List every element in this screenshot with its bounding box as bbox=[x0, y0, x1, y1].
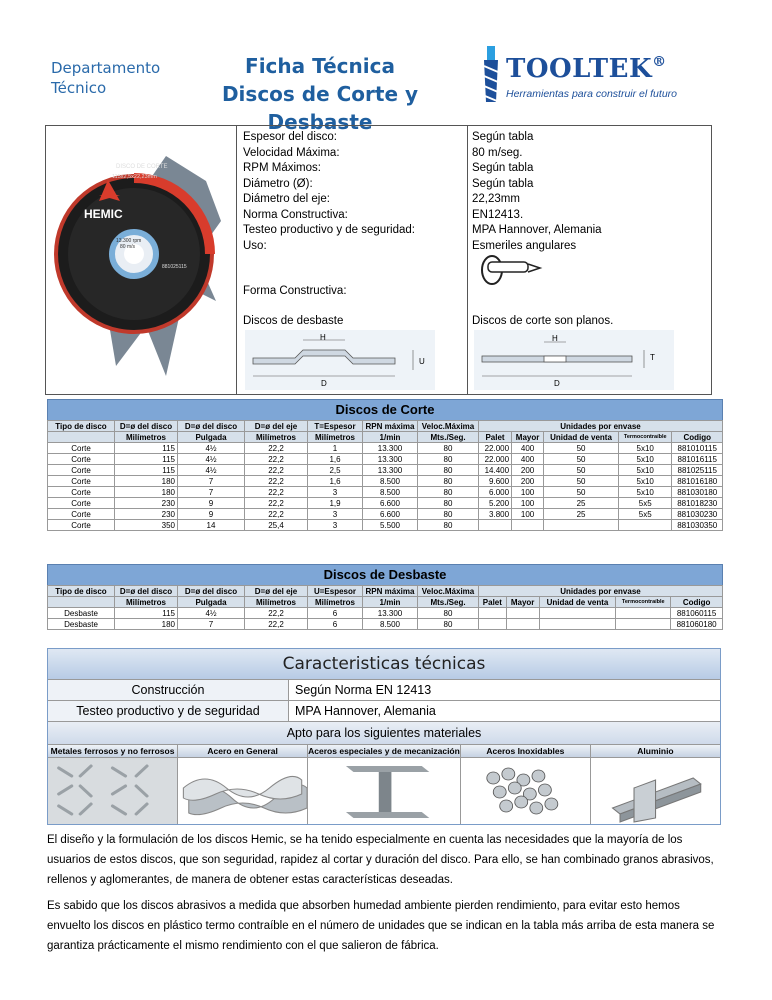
table-cell: 3.800 bbox=[479, 509, 512, 520]
table-cell: 881060180 bbox=[671, 619, 723, 630]
table-cell: Corte bbox=[48, 443, 115, 454]
column-subheader: Palet bbox=[479, 597, 507, 608]
caracteristicas-panel bbox=[47, 648, 721, 825]
tooltek-logo bbox=[478, 44, 677, 106]
table-cell: 5x10 bbox=[618, 476, 671, 487]
table-cell: 80 bbox=[418, 509, 479, 520]
spec-value: 80 m/seg. bbox=[472, 146, 523, 159]
table-cell bbox=[544, 520, 619, 531]
column-header: Tipo de disco bbox=[48, 586, 115, 597]
table-cell: 5x10 bbox=[618, 487, 671, 498]
table-row bbox=[48, 476, 723, 487]
steel-sheets-image bbox=[178, 758, 307, 824]
table-cell: 4½ bbox=[178, 443, 245, 454]
table-cell: 881016180 bbox=[672, 476, 723, 487]
column-subheader: Milímetros bbox=[308, 432, 363, 443]
disc-brand-text: HEMIC bbox=[84, 207, 123, 221]
table-cell: 14.400 bbox=[479, 465, 512, 476]
table-cell: 5x10 bbox=[618, 465, 671, 476]
table-cell: 5x5 bbox=[618, 498, 671, 509]
table-cell: 80 bbox=[418, 619, 479, 630]
corte-h-label: H bbox=[552, 334, 558, 343]
material-acero-general bbox=[178, 745, 308, 824]
column-header: Veloc.Máxima bbox=[418, 421, 479, 432]
table-cell: 100 bbox=[512, 498, 544, 509]
table-cell: 80 bbox=[418, 465, 479, 476]
column-subheader: Palet bbox=[479, 432, 512, 443]
column-subheader: Milímetros bbox=[245, 597, 308, 608]
corte-shape-label: Discos de corte son planos. bbox=[472, 315, 614, 327]
column-header: RPN máxima bbox=[363, 421, 418, 432]
column-subheader bbox=[48, 432, 115, 443]
column-subheader: Codigo bbox=[671, 597, 723, 608]
column-subheader: Unidad de venta bbox=[539, 597, 616, 608]
column-header: D=ø del disco bbox=[178, 421, 245, 432]
product-photo-cell bbox=[46, 126, 237, 394]
corte-t-label: T bbox=[650, 353, 655, 362]
department-line-1: Departamento bbox=[51, 59, 161, 77]
table-cell: 80 bbox=[418, 476, 479, 487]
table-cell: 13.300 bbox=[363, 454, 418, 465]
column-header: Tipo de disco bbox=[48, 421, 115, 432]
table-cell: Corte bbox=[48, 465, 115, 476]
aluminium-profile-image bbox=[591, 758, 720, 824]
table-cell: 3 bbox=[308, 520, 363, 531]
paragraph-formulacion: El diseño y la formulación de los discos Hemic, se ha tenido especialmente en cuenta las necesidades que la mayoría de los usuarios de estos discos, que son seguridad, rapidez al cortar y duración del disco. Para ello, se han combinado granos abrasivos, rellenos y aglomerantes, de manera de obtener estas características deseadas. bbox=[47, 834, 714, 886]
spec-value: EN12413. bbox=[472, 208, 524, 221]
table-cell: 50 bbox=[544, 465, 619, 476]
table-cell: 115 bbox=[115, 443, 178, 454]
table-cell: 5x10 bbox=[618, 454, 671, 465]
column-subheader: Pulgada bbox=[178, 597, 245, 608]
table-cell: 881060115 bbox=[671, 608, 723, 619]
table-cell: 100 bbox=[512, 487, 544, 498]
paragraph-humedad: Es sabido que los discos abrasivos a medida que absorben humedad ambiente pierden rendimiento, para evitar esto hemos envuelto los discos en plástico termo contraíble en el número de unidades que se indican en la tabla más arriba de esta manera se garantiza prácticamente el mismo rendimiento con el que salieron de fábrica. bbox=[47, 900, 715, 952]
title-line-1: Ficha Técnica bbox=[245, 54, 395, 78]
table-cell: 6 bbox=[308, 608, 363, 619]
table-cell: 115 bbox=[115, 454, 178, 465]
forma-constructiva-label: Forma Constructiva: bbox=[243, 285, 347, 297]
table-cell: 1,6 bbox=[308, 454, 363, 465]
column-subheader: Milímetros bbox=[308, 597, 363, 608]
table-cell: 400 bbox=[512, 454, 544, 465]
construccion-row bbox=[48, 679, 720, 700]
table-cell: 50 bbox=[544, 454, 619, 465]
material-aluminio bbox=[591, 745, 720, 824]
table-cell: 881010115 bbox=[672, 443, 723, 454]
material-label: Aceros Inoxidables bbox=[461, 745, 590, 758]
cutting-disc-photo bbox=[46, 126, 236, 394]
spec-value: Según tabla bbox=[472, 177, 534, 190]
table-row bbox=[48, 443, 723, 454]
table-cell: 5.200 bbox=[479, 498, 512, 509]
table-cell bbox=[512, 520, 544, 531]
department-label bbox=[51, 58, 160, 98]
desbaste-table-title: Discos de Desbaste bbox=[47, 564, 723, 586]
column-subheader: Termocontraíble bbox=[618, 432, 671, 443]
corte-table-title: Discos de Corte bbox=[47, 399, 723, 421]
spec-value: Según tabla bbox=[472, 131, 534, 143]
table-cell: 22,2 bbox=[245, 509, 308, 520]
table-cell: 6.600 bbox=[363, 509, 418, 520]
table-cell: 881025115 bbox=[672, 465, 723, 476]
table-cell: 80 bbox=[418, 520, 479, 531]
table-cell: 7 bbox=[178, 619, 245, 630]
table-cell: Corte bbox=[48, 454, 115, 465]
caracteristicas-title: Caracteristicas técnicas bbox=[48, 649, 720, 679]
table-cell: 881030230 bbox=[672, 509, 723, 520]
material-aceros-especiales bbox=[308, 745, 461, 824]
table-cell: 230 bbox=[115, 498, 178, 509]
apto-materiales-heading: Apto para los siguientes materiales bbox=[48, 721, 720, 744]
table-cell: Desbaste bbox=[48, 608, 115, 619]
table-cell: 4½ bbox=[178, 454, 245, 465]
table-cell bbox=[506, 608, 539, 619]
table-cell: 13.300 bbox=[363, 608, 418, 619]
construccion-label: Construcción bbox=[48, 680, 289, 700]
table-cell: 400 bbox=[512, 443, 544, 454]
corte-d-label: D bbox=[554, 379, 560, 388]
table-cell: 881016115 bbox=[672, 454, 723, 465]
column-subheader: Mayor bbox=[512, 432, 544, 443]
table-row bbox=[48, 465, 723, 476]
column-subheader: Mts./Seg. bbox=[418, 432, 479, 443]
column-subheader: Codigo bbox=[672, 432, 723, 443]
table-cell: 200 bbox=[512, 476, 544, 487]
logo-tagline: Herramientas para construir el futuro bbox=[506, 88, 677, 100]
table-cell: 100 bbox=[512, 509, 544, 520]
table-cell: 4½ bbox=[178, 608, 245, 619]
table-cell: 9 bbox=[178, 509, 245, 520]
column-header: Unidades por envase bbox=[479, 421, 723, 432]
construccion-value: Según Norma EN 12413 bbox=[295, 683, 432, 697]
angle-grinder-icon bbox=[474, 252, 544, 288]
spec-box bbox=[45, 125, 712, 395]
material-ferrosos bbox=[48, 745, 178, 824]
table-cell: 6 bbox=[308, 619, 363, 630]
table-cell bbox=[539, 608, 616, 619]
material-aceros-inoxidables bbox=[461, 745, 591, 824]
table-cell: 25 bbox=[544, 509, 619, 520]
disc-label-speed: 80 m/s bbox=[120, 244, 136, 250]
spec-label: Velocidad Máxima: bbox=[243, 146, 340, 159]
spec-label: Norma Constructiva: bbox=[243, 208, 348, 221]
table-cell: 13.300 bbox=[363, 465, 418, 476]
table-row bbox=[48, 619, 723, 630]
testeo-row bbox=[48, 700, 720, 721]
column-subheader: Mayor bbox=[506, 597, 539, 608]
table-cell: 200 bbox=[512, 465, 544, 476]
table-cell bbox=[618, 520, 671, 531]
table-cell: 13.300 bbox=[363, 443, 418, 454]
table-cell: 80 bbox=[418, 608, 479, 619]
table-cell: 22,2 bbox=[245, 487, 308, 498]
department-line-2: Técnico bbox=[51, 79, 107, 97]
table-cell: 3 bbox=[308, 487, 363, 498]
table-cell: 350 bbox=[115, 520, 178, 531]
table-cell bbox=[506, 619, 539, 630]
table-cell: Corte bbox=[48, 509, 115, 520]
table-cell: 5x5 bbox=[618, 509, 671, 520]
checker-plate-image bbox=[48, 758, 177, 824]
table-cell: 7 bbox=[178, 476, 245, 487]
desbaste-u-label: U bbox=[419, 357, 425, 366]
spec-label: RPM Máximos: bbox=[243, 162, 321, 174]
disc-label-size: 115x2,5x22,23mm bbox=[112, 174, 157, 180]
table-row bbox=[48, 509, 723, 520]
table-cell: 80 bbox=[418, 443, 479, 454]
spec-label: Diámetro (Ø): bbox=[243, 177, 313, 190]
spec-value: 22,23mm bbox=[472, 193, 520, 205]
table-cell: 50 bbox=[544, 487, 619, 498]
table-cell: 50 bbox=[544, 443, 619, 454]
corte-table bbox=[47, 420, 723, 531]
desbaste-shape-label: Discos de desbaste bbox=[243, 315, 344, 327]
table-cell: 80 bbox=[418, 454, 479, 465]
table-cell: 115 bbox=[115, 608, 178, 619]
table-cell: 22,2 bbox=[245, 465, 308, 476]
column-subheader: Pulgada bbox=[178, 432, 245, 443]
desbaste-profile-diagram bbox=[245, 330, 435, 390]
materials-row bbox=[48, 744, 720, 824]
column-header: D=ø del disco bbox=[115, 586, 178, 597]
column-subheader: 1/min bbox=[363, 597, 418, 608]
table-cell: Corte bbox=[48, 498, 115, 509]
column-subheader: Milímetros bbox=[115, 432, 178, 443]
spec-values-cell bbox=[468, 126, 711, 394]
table-cell: Corte bbox=[48, 487, 115, 498]
table-cell: 180 bbox=[115, 476, 178, 487]
spec-label: Espesor del disco: bbox=[243, 131, 337, 143]
column-subheader: Termocontraíble bbox=[616, 597, 671, 608]
table-cell: 8.500 bbox=[363, 487, 418, 498]
table-row bbox=[48, 608, 723, 619]
table-row bbox=[48, 487, 723, 498]
table-cell: 22,2 bbox=[245, 454, 308, 465]
table-cell: Corte bbox=[48, 520, 115, 531]
table-cell: 1 bbox=[308, 443, 363, 454]
corte-profile-diagram bbox=[474, 330, 674, 390]
column-header: Veloc.Máxima bbox=[418, 586, 479, 597]
column-subheader: 1/min bbox=[363, 432, 418, 443]
column-header: D=ø del disco bbox=[178, 586, 245, 597]
table-cell: 180 bbox=[115, 619, 178, 630]
table-cell: 22.000 bbox=[479, 443, 512, 454]
page-title bbox=[170, 52, 470, 136]
i-beam-image bbox=[308, 758, 460, 824]
column-subheader: Unidad de venta bbox=[544, 432, 619, 443]
table-cell: 22,2 bbox=[245, 476, 308, 487]
table-cell: 6.600 bbox=[363, 498, 418, 509]
table-cell: 25 bbox=[544, 498, 619, 509]
column-header: Unidades por envase bbox=[479, 586, 723, 597]
table-subheader-row bbox=[48, 597, 723, 608]
testeo-label: Testeo productivo y de seguridad bbox=[48, 701, 289, 721]
table-row bbox=[48, 520, 723, 531]
table-cell: 8.500 bbox=[363, 619, 418, 630]
material-label: Aluminio bbox=[591, 745, 720, 758]
disc-label-code: 881025115 bbox=[162, 264, 187, 270]
table-cell: 5.500 bbox=[363, 520, 418, 531]
table-cell: 2,5 bbox=[308, 465, 363, 476]
table-cell: 80 bbox=[418, 498, 479, 509]
column-header: D=ø del disco bbox=[115, 421, 178, 432]
material-label: Metales ferrosos y no ferrosos bbox=[48, 745, 177, 758]
column-header: D=ø del eje bbox=[245, 586, 308, 597]
column-subheader: Milímetros bbox=[245, 432, 308, 443]
table-cell: 8.500 bbox=[363, 476, 418, 487]
table-cell: 22.000 bbox=[479, 454, 512, 465]
desbaste-table bbox=[47, 585, 723, 630]
spec-labels-cell bbox=[237, 126, 468, 394]
table-cell: 22,2 bbox=[245, 498, 308, 509]
column-subheader: Milímetros bbox=[115, 597, 178, 608]
testeo-value: MPA Hannover, Alemania bbox=[295, 704, 436, 718]
column-header: U=Espesor bbox=[308, 586, 363, 597]
stainless-tubes-image bbox=[461, 758, 590, 824]
table-cell bbox=[616, 619, 671, 630]
table-cell: 25,4 bbox=[245, 520, 308, 531]
table-header-row bbox=[48, 421, 723, 432]
logo-wordmark bbox=[506, 54, 667, 84]
column-subheader bbox=[48, 597, 115, 608]
table-cell bbox=[479, 619, 507, 630]
spec-value: Según tabla bbox=[472, 162, 534, 174]
title-line-2: Discos de Corte y Desbaste bbox=[221, 82, 419, 134]
table-cell: 4½ bbox=[178, 465, 245, 476]
table-cell: 3 bbox=[308, 509, 363, 520]
column-header: RPN máxima bbox=[363, 586, 418, 597]
table-cell: 7 bbox=[178, 487, 245, 498]
column-subheader: Mts./Seg. bbox=[418, 597, 479, 608]
table-cell: 5x10 bbox=[618, 443, 671, 454]
table-cell: 881018230 bbox=[672, 498, 723, 509]
spec-label: Diámetro del eje: bbox=[243, 193, 330, 205]
column-header: D=ø del eje bbox=[245, 421, 308, 432]
desbaste-h-label: H bbox=[320, 333, 326, 342]
table-subheader-row bbox=[48, 432, 723, 443]
desbaste-d-label: D bbox=[321, 379, 327, 388]
drill-bit-icon bbox=[478, 44, 504, 106]
spec-value: MPA Hannover, Alemania bbox=[472, 224, 602, 236]
logo-registered: ® bbox=[652, 54, 667, 70]
logo-word: TOOLTEK bbox=[506, 54, 653, 84]
table-cell bbox=[479, 608, 507, 619]
spec-label: Uso: bbox=[243, 239, 267, 252]
column-header: T=Espesor bbox=[308, 421, 363, 432]
table-row bbox=[48, 498, 723, 509]
table-cell: 230 bbox=[115, 509, 178, 520]
table-cell: 180 bbox=[115, 487, 178, 498]
table-cell bbox=[479, 520, 512, 531]
table-cell bbox=[616, 608, 671, 619]
table-cell: 9 bbox=[178, 498, 245, 509]
table-cell: 881030350 bbox=[672, 520, 723, 531]
table-cell: 22,2 bbox=[245, 443, 308, 454]
table-cell: 22,2 bbox=[245, 608, 308, 619]
table-cell: 22,2 bbox=[245, 619, 308, 630]
spec-label: Testeo productivo y de seguridad: bbox=[243, 224, 415, 236]
table-row bbox=[48, 454, 723, 465]
table-cell: 115 bbox=[115, 465, 178, 476]
table-cell: Desbaste bbox=[48, 619, 115, 630]
table-cell bbox=[539, 619, 616, 630]
table-cell: 50 bbox=[544, 476, 619, 487]
material-label: Acero en General bbox=[178, 745, 307, 758]
spec-value: Esmeriles angulares bbox=[472, 239, 577, 252]
table-cell: Corte bbox=[48, 476, 115, 487]
table-cell: 80 bbox=[418, 487, 479, 498]
disc-label-rpm: 13.300 rpm bbox=[116, 238, 142, 244]
table-cell: 14 bbox=[178, 520, 245, 531]
table-cell: 1,6 bbox=[308, 476, 363, 487]
disc-label-top: DISCO DE CORTE bbox=[116, 164, 168, 170]
table-cell: 6.000 bbox=[479, 487, 512, 498]
table-cell: 9.600 bbox=[479, 476, 512, 487]
table-cell: 881030180 bbox=[672, 487, 723, 498]
table-cell: 1,9 bbox=[308, 498, 363, 509]
material-label: Aceros especiales y de mecanización bbox=[308, 746, 460, 756]
table-header-row bbox=[48, 586, 723, 597]
